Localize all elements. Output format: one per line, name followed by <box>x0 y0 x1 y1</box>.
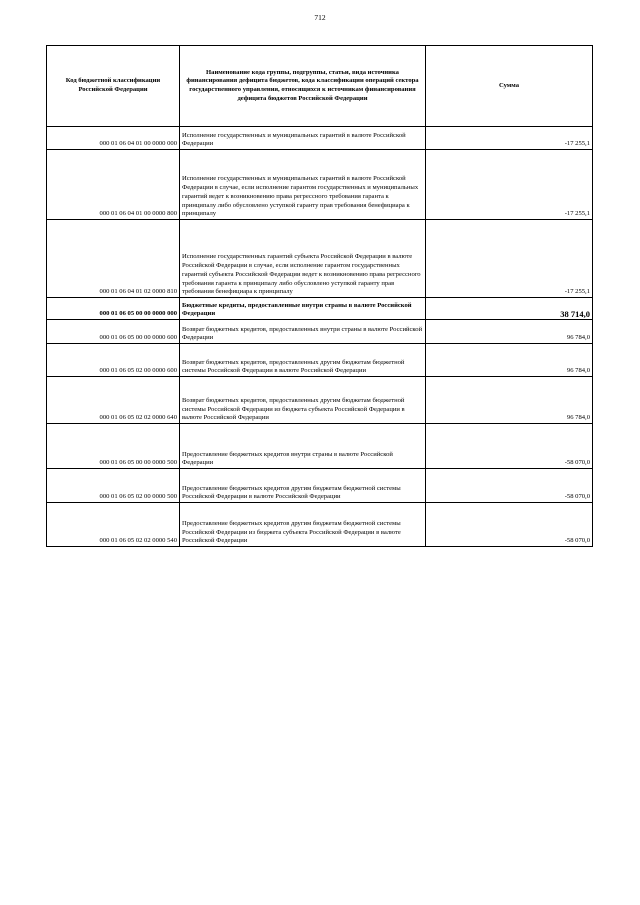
table-row <box>47 150 593 220</box>
table-body <box>47 127 593 547</box>
table-row <box>47 424 593 469</box>
row-sum: 96 784,0 <box>426 344 593 377</box>
table-header-row <box>47 46 593 127</box>
row-sum: -58 070,0 <box>426 503 593 547</box>
table-row <box>47 320 593 344</box>
row-name: Исполнение государственных гарантий субъекта Российской Федерации в валюте Российской Федерации в случае, если исполнение гарантом государственных гарантий субъекта Российской Федерации ведет к возникновению права регрессного требования гаранта к принципалу либо обусловлено уступкой гаранту прав требования бенефициара к принципалу <box>180 220 426 298</box>
row-name: Возврат бюджетных кредитов, предоставленных другим бюджетам бюджетной системы Российской Федерации из бюджета субъекта Российской Федерации в валюте Российской Федерации <box>180 377 426 424</box>
row-code: 000 01 06 04 01 02 0000 810 <box>47 220 180 298</box>
row-name: Предоставление бюджетных кредитов другим бюджетам бюджетной системы Российской Федерации из бюджета субъекта Российской Федерации в валюте Российской Федерации <box>180 503 426 547</box>
row-sum: -17 255,1 <box>426 150 593 220</box>
table-row <box>47 344 593 377</box>
row-name: Возврат бюджетных кредитов, предоставленных другим бюджетам бюджетной системы Российской Федерации в валюте Российской Федерации <box>180 344 426 377</box>
row-code: 000 01 06 05 00 00 0000 500 <box>47 424 180 469</box>
table-row <box>47 298 593 320</box>
table-row <box>47 503 593 547</box>
row-code: 000 01 06 04 01 00 0000 000 <box>47 127 180 150</box>
row-name: Бюджетные кредиты, предоставленные внутри страны в валюте Российской Федерации <box>180 298 426 320</box>
table-row <box>47 220 593 298</box>
row-name: Возврат бюджетных кредитов, предоставленных внутри страны в валюте Российской Федерации <box>180 320 426 344</box>
table-row <box>47 127 593 150</box>
row-code: 000 01 06 05 02 02 0000 640 <box>47 377 180 424</box>
row-code: 000 01 06 05 02 02 0000 540 <box>47 503 180 547</box>
budget-table <box>46 45 593 547</box>
header-name: Наименование кода группы, подгруппы, статьи, вида источника финансирования дефицита бюджетов, кода классификации операций сектора государственного управления, относящихся к источникам финансирования дефицита бюджетов Российской Федерации <box>180 46 426 127</box>
header-sum: Сумма <box>426 46 593 127</box>
row-sum: -17 255,1 <box>426 220 593 298</box>
row-code: 000 01 06 04 01 00 0000 800 <box>47 150 180 220</box>
header-code: Код бюджетной классификации Российской Федерации <box>47 46 180 127</box>
row-code: 000 01 06 05 02 00 0000 500 <box>47 469 180 503</box>
row-code: 000 01 06 05 00 00 0000 000 <box>47 298 180 320</box>
row-name: Исполнение государственных и муниципальных гарантий в валюте Российской Федерации <box>180 127 426 150</box>
row-name: Предоставление бюджетных кредитов внутри страны в валюте Российской Федерации <box>180 424 426 469</box>
row-sum: 96 784,0 <box>426 320 593 344</box>
row-name: Предоставление бюджетных кредитов другим бюджетам бюджетной системы Российской Федерации в валюте Российской Федерации <box>180 469 426 503</box>
row-sum: 96 784,0 <box>426 377 593 424</box>
row-name: Исполнение государственных и муниципальных гарантий в валюте Российской Федерации в случае, если исполнение гарантом государственных и муниципальных гарантий ведет к возникновению права регрессного требования гаранта к принципалу либо обусловлено уступкой гаранту прав требования бенефициара к принципалу <box>180 150 426 220</box>
row-sum: 38 714,0 <box>426 298 593 320</box>
row-code: 000 01 06 05 02 00 0000 600 <box>47 344 180 377</box>
page-number: 712 <box>314 13 326 22</box>
row-sum: -58 070,0 <box>426 424 593 469</box>
row-code: 000 01 06 05 00 00 0000 600 <box>47 320 180 344</box>
table-row <box>47 377 593 424</box>
row-sum: -17 255,1 <box>426 127 593 150</box>
row-sum: -58 070,0 <box>426 469 593 503</box>
table-row <box>47 469 593 503</box>
